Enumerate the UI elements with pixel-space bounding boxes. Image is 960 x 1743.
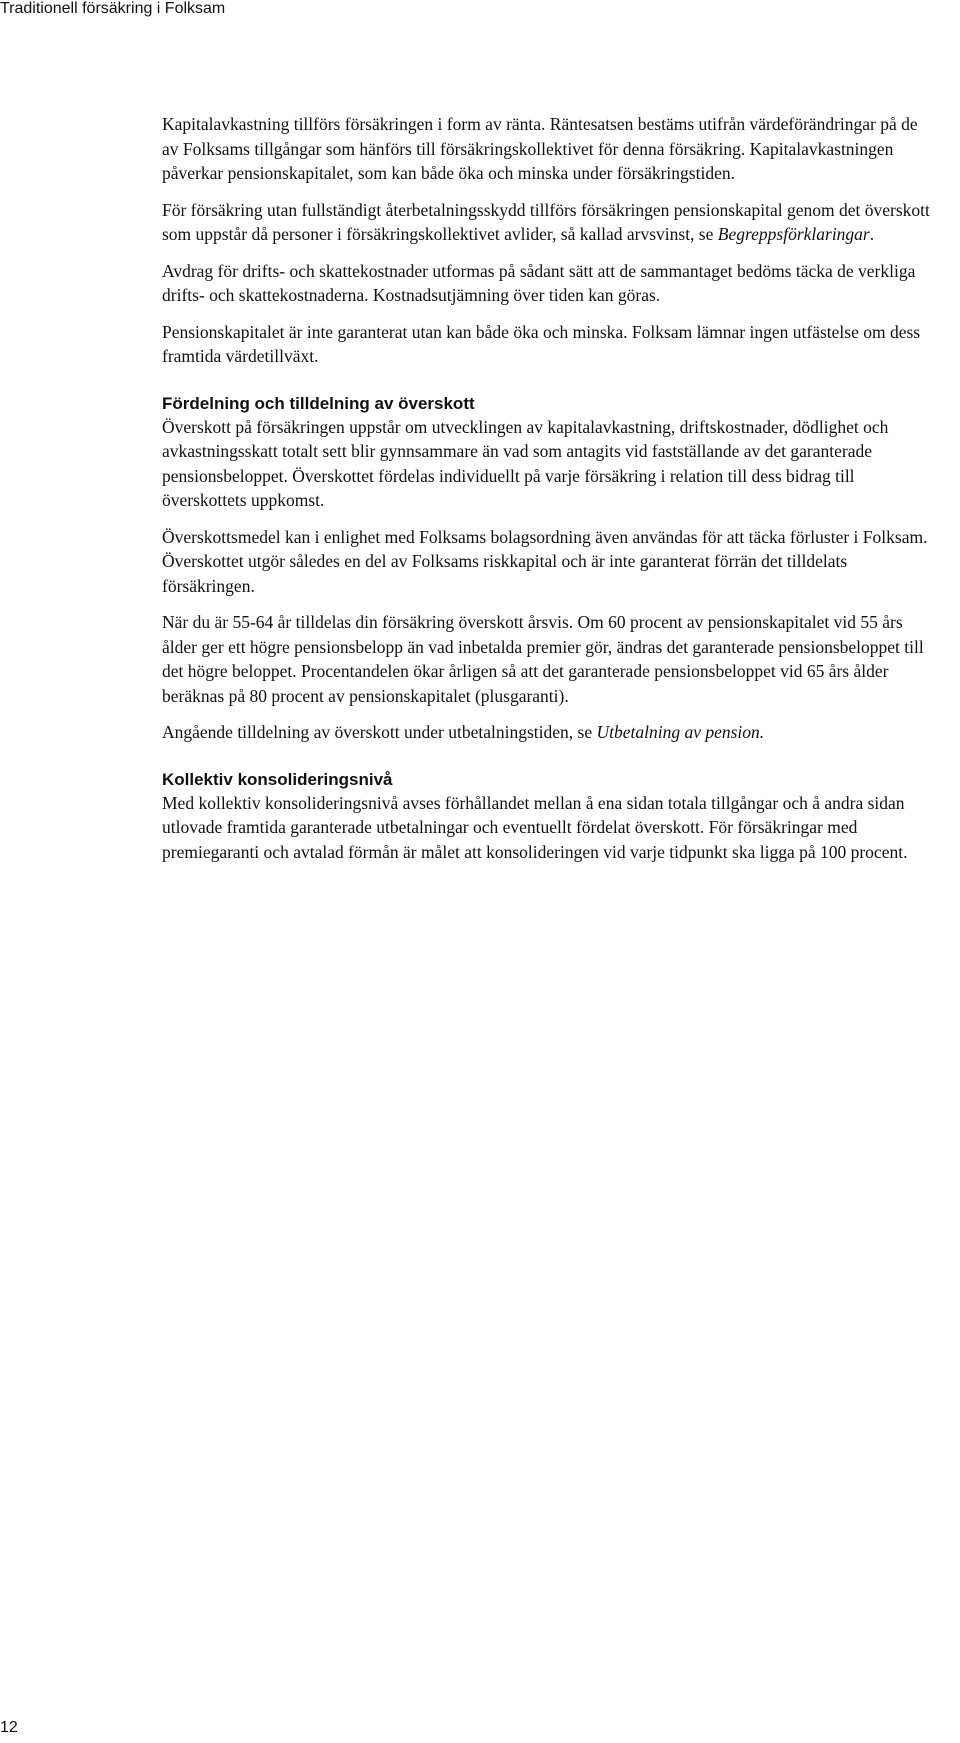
paragraph-avdrag: Avdrag för drifts- och skattekostnader utformas på sådant sätt att de sammantaget bedöms täcka de verkliga drifts- och skattekostnaderna. Kostnadsutjämning över tiden kan göras. [162,260,916,305]
running-header: Traditionell försäkring i Folksam [0,0,226,17]
reference-begreppsforklaringar: Begreppsförklaringar [717,224,870,244]
paragraph-utbetalningstiden [162,720,937,745]
paragraph-arvsvinst-text: För försäkring utan fullständigt återbetalningsskydd tillförs försäkringen pensionskapital genom det överskott som uppstår då personer i försäkringskollektivet avlider, så kallad arvsvinst, se [162,199,930,244]
paragraph-kapitalavkastning: Kapitalavkastning tillförs försäkringen i form av ränta. Räntesatsen bestäms utifrån värdeförändringar på de av Folksams tillgångar som hänförs till försäkringskollektivet för denna försäkring. Kapitalavkastningen påverkar pensionskapitalet, som kan både öka och minska under försäkringstiden. [162,114,918,183]
paragraph-plusgaranti: När du är 55-64 år tilldelas din försäkring överskott årsvis. Om 60 procent av pensionskapitalet vid 55 års ålder ger ett högre pensionsbelopp än vad inbetalda premier gör, ändras det garanterade pensionsbeloppet till det högre beloppet. Procentandelen ökar årligen så att det garanterade pensionsbeloppet vid 65 års ålder beräknas på 80 procent av pensionskapitalet (plusgaranti). [162,612,924,706]
paragraph-arvsvinst-end: . [869,224,875,244]
paragraph-overskott-uppstar: Överskott på försäkringen uppstår om utvecklingen av kapitalavkastning, driftskostnader, dödlighet och avkastningsskatt totalt sett blir gynnsammare än vad som antagits vid fastställande av det garanterade pensionsbeloppet. Överskottet fördelas individuellt på varje försäkring i relation till dess bidrag till överskottets uppkomst. [162,416,889,510]
paragraph-arvsvinst [162,198,937,247]
heading-kollektiv-konsolideringsniva: Kollektiv konsolideringsnivå [162,769,393,789]
reference-utbetalning-av-pension: Utbetalning av pension. [596,722,765,742]
paragraph-konsolideringsniva: Med kollektiv konsolideringsnivå avses förhållandet mellan å ena sidan totala tillgångar och å andra sidan utlovade framtida garanterade utbetalningar och eventuellt fördelat överskott. För försäkringar med premiegaranti och avtalad förmån är målet att konsolideringen vid varje tidpunkt ska ligga på 100 procent. [162,792,908,862]
paragraph-pensionskapital: Pensionskapitalet är inte garanterat utan kan både öka och minska. Folksam lämnar ingen utfästelse om dess framtida värdetillväxt. [162,321,921,366]
page-number: 12 [0,1719,18,1736]
document-body [162,112,937,876]
paragraph-utbetalningstiden-text: Angående tilldelning av överskott under utbetalningstiden, se [162,722,597,742]
paragraph-overskottsmedel: Överskottsmedel kan i enlighet med Folksams bolagsordning även användas för att täcka förluster i Folksam. Överskottet utgör således en del av Folksams riskkapital och är inte garanterat förrän det tilldelats försäkringen. [162,526,928,596]
heading-fordelning-overskott: Fördelning och tilldelning av överskott [162,393,475,413]
